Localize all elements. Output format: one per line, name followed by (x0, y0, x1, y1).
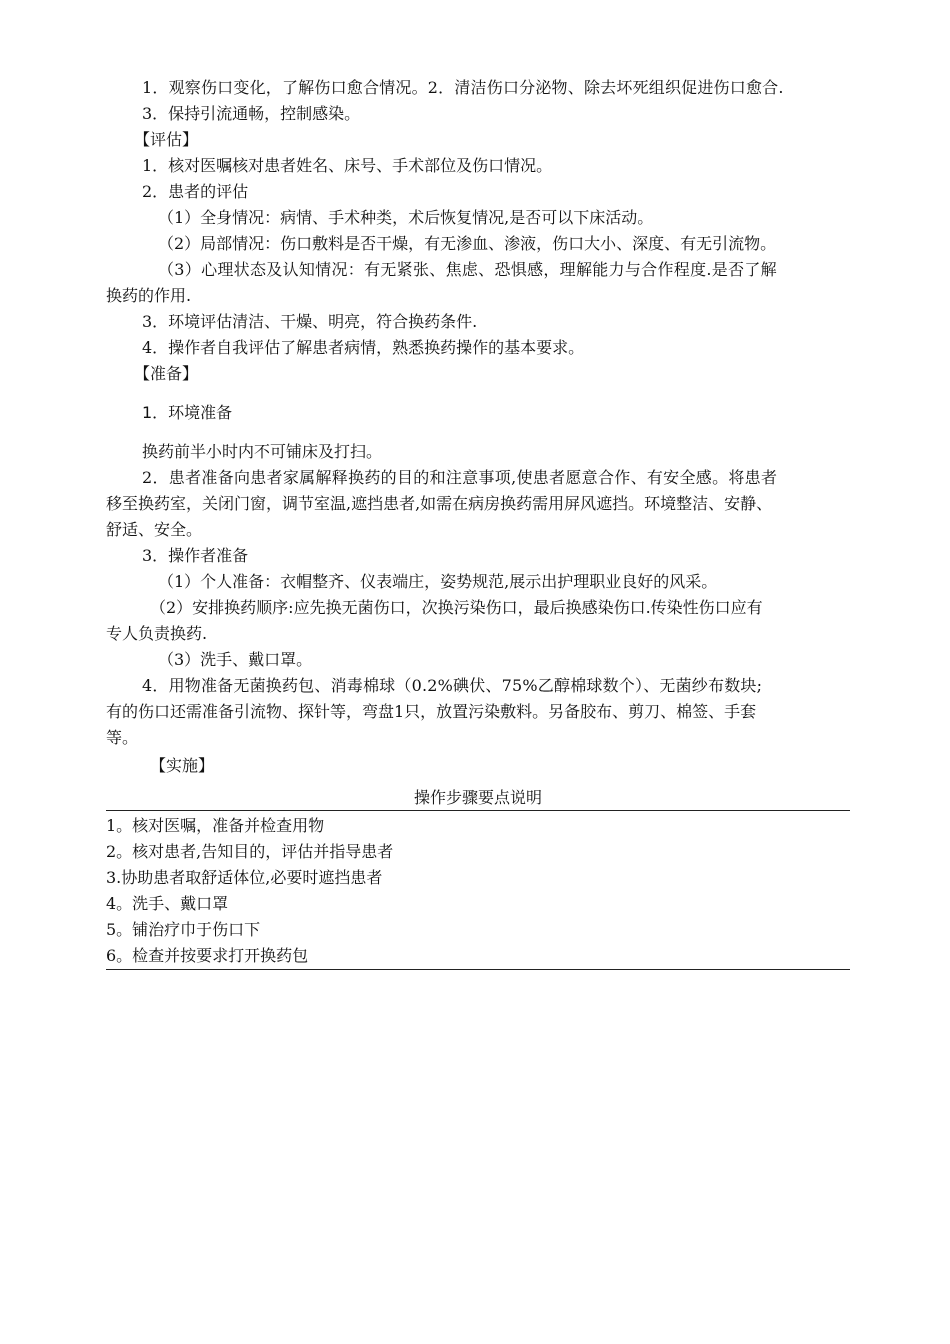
goal-line-1: 1．观察伤口变化，了解伤口愈合情况。2．清洁伤口分泌物、除去坏死组织促进伤口愈合. (142, 78, 784, 97)
preparation-item-1-text: 换药前半小时内不可铺床及打扫。 (142, 442, 383, 461)
preparation-item-3: 3．操作者准备 (142, 546, 249, 565)
goal-line-2: 3．保持引流通畅，控制感染。 (142, 104, 361, 123)
preparation-item-4-cont-1: 有的伤口还需准备引流物、探针等，弯盘1只，放置污染敷料。另备胶布、剪刀、棉签、手套 (106, 702, 757, 721)
table-row: 2。核对患者,告知目的，评估并指导患者 (106, 842, 394, 861)
table-bottom-rule (106, 969, 850, 970)
section-heading-implementation: 【实施】 (150, 756, 215, 775)
assessment-item-4: 4．操作者自我评估了解患者病情，熟悉换药操作的基本要求。 (142, 338, 585, 357)
table-top-rule (106, 810, 850, 811)
preparation-item-4-cont-2: 等。 (106, 728, 139, 747)
table-row: 3.协助患者取舒适体位,必要时遮挡患者 (106, 868, 383, 887)
assessment-item-1: 1．核对医嘱核对患者姓名、床号、手术部位及伤口情况。 (142, 156, 553, 175)
assessment-item-3: 3．环境评估清洁、干燥、明亮，符合换药条件. (142, 312, 478, 331)
preparation-item-4: 4．用物准备无菌换药包、消毒棉球（0.2%碘伏、75%乙醇棉球数个）、无菌纱布数块; (142, 676, 763, 695)
table-row: 5。铺治疗巾于伤口下 (106, 920, 261, 939)
preparation-item-2-cont-1: 移至换药室，关闭门窗，调节室温,遮挡患者,如需在病房换药需用屏风遮挡。环境整洁、安静、 (106, 494, 773, 513)
preparation-subitem-1: （1）个人准备：衣帽整齐、仪表端庄，姿势规范,展示出护理职业良好的风采。 (158, 572, 718, 591)
preparation-item-2: 2．患者准备向患者家属解释换药的目的和注意事项,使患者愿意合作、有安全感。将患者 (142, 468, 778, 487)
section-heading-assessment: 【评估】 (134, 130, 199, 149)
assessment-subitem-1: （1）全身情况：病情、手术种类，术后恢复情况,是否可以下床活动。 (158, 208, 654, 227)
table-row: 4。洗手、戴口罩 (106, 894, 229, 913)
preparation-subitem-3: （3）洗手、戴口罩。 (158, 650, 313, 669)
assessment-subitem-3: （3）心理状态及认知情况：有无紧张、焦虑、恐惧感，理解能力与合作程度.是否了解 (158, 260, 777, 279)
assessment-subitem-2: （2）局部情况：伤口敷料是否干燥，有无渗血、渗液，伤口大小、深度、有无引流物。 (158, 234, 777, 253)
preparation-subitem-2-cont: 专人负责换药. (106, 624, 208, 643)
table-row: 1。核对医嘱，准备并检查用物 (106, 816, 325, 835)
table-caption: 操作步骤要点说明 (413, 788, 542, 807)
preparation-subitem-2: （2）安排换药顺序:应先换无菌伤口，次换污染伤口，最后换感染伤口.传染性伤口应有 (150, 598, 763, 617)
section-heading-preparation: 【准备】 (134, 364, 199, 383)
table-row: 6。检查并按要求打开换药包 (106, 946, 309, 965)
assessment-item-2: 2．患者的评估 (142, 182, 249, 201)
preparation-item-1: 1．环境准备 (142, 403, 233, 422)
preparation-item-2-cont-2: 舒适、安全。 (106, 520, 203, 539)
assessment-subitem-3-cont: 换药的作用. (106, 286, 192, 305)
